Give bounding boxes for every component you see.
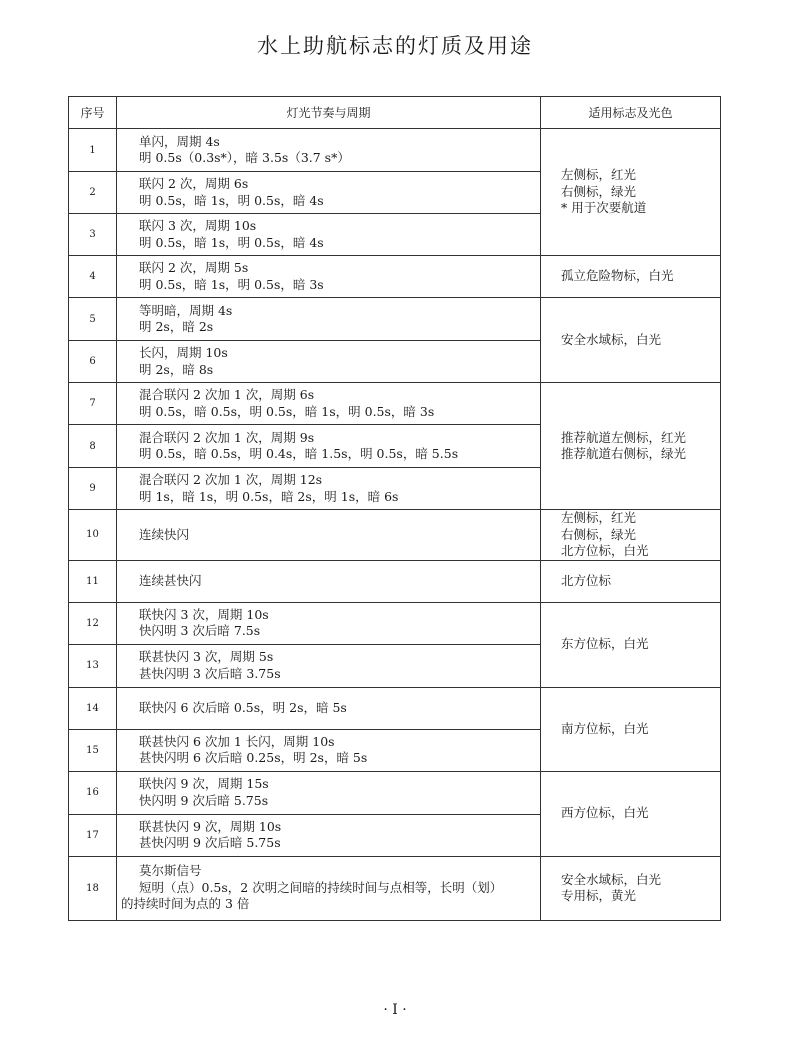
rhythm-line: 联甚快闪 9 次，周期 10s [139,818,282,834]
rhythm-line: 联甚快闪 6 次加 1 长闪，周期 10s [139,733,335,749]
row-number: 17 [69,814,117,856]
rhythm-line: 的持续时间为点的 3 倍 [121,896,250,912]
rhythm-line: 长闪，周期 10s [139,345,228,360]
row-number: 13 [69,644,117,687]
rhythm-line: 甚快闪明 9 次后暗 5.75s [139,835,281,850]
mark-line: 左侧标，红光 [561,510,637,525]
mark-line: 推荐航道右侧标，绿光 [561,446,687,461]
light-rhythm-cell [117,729,541,771]
table-header-row [69,97,721,129]
mark-cell [541,298,721,383]
mark-line: 南方位标，白光 [561,720,649,736]
light-rhythm-cell [117,814,541,856]
light-rhythm-cell [117,560,541,602]
mark-line: 孤立危险物标，白光 [561,268,674,284]
row-number: 12 [69,602,117,644]
header-no: 序号 [69,97,117,129]
rhythm-line: 明 0.5s，暗 0.5s，明 0.5s，暗 1s，明 0.5s，暗 3s [139,403,435,419]
table-row [69,298,721,341]
rhythm-line: 短明（点）0.5s，2 次明之间暗的持续时间与点相等，长明（划） [139,879,503,895]
page-title: 水上助航标志的灯质及用途 [257,34,533,58]
mark-line: 专用标，黄光 [561,888,637,903]
light-rhythm-cell [117,298,541,341]
table-row [69,129,721,172]
rhythm-line: 连续快闪 [139,526,190,542]
rhythm-line: 莫尔斯信号 [139,863,202,879]
rhythm-line: 联甚快闪 3 次，周期 5s [139,649,274,664]
row-number: 4 [69,256,117,298]
mark-cell [541,510,721,561]
light-rhythm-cell [117,510,541,561]
mark-line: 北方位标 [561,572,612,588]
light-characteristics-table [68,96,721,921]
rhythm-line: 明 2s，暗 2s [139,319,214,334]
row-number: 15 [69,729,117,771]
light-rhythm-cell [117,256,541,298]
mark-line: 北方位标，白光 [561,543,649,558]
rhythm-line: 联快闪 3 次，周期 10s [139,606,269,622]
row-number: 2 [69,172,117,214]
mark-line: 右侧标，绿光 [561,183,637,199]
table-row [69,687,721,729]
mark-cell [541,560,721,602]
rhythm-line: 联快闪 6 次后暗 0.5s，明 2s，暗 5s [139,699,347,715]
row-number: 14 [69,687,117,729]
mark-line: 西方位标，白光 [561,805,649,821]
rhythm-line: 明 1s，暗 1s，明 0.5s，暗 2s，明 1s，暗 6s [139,488,399,504]
row-number: 18 [69,856,117,920]
rhythm-line: 快闪明 3 次后暗 7.5s [139,623,261,638]
light-rhythm-cell [117,856,541,920]
rhythm-line: 甚快闪明 6 次后暗 0.25s，明 2s，暗 5s [139,750,368,765]
light-rhythm-cell [117,771,541,814]
row-number: 11 [69,560,117,602]
row-number: 6 [69,341,117,383]
mark-cell [541,383,721,510]
rhythm-line: 连续甚快闪 [139,572,202,588]
rhythm-line: 甚快闪明 3 次后暗 3.75s [139,665,281,681]
row-number: 8 [69,425,117,468]
light-rhythm-cell [117,341,541,383]
light-rhythm-cell [117,383,541,425]
mark-line: 安全水域标，白光 [561,331,662,347]
rhythm-line: 明 0.5s，暗 1s，明 0.5s，暗 4s [139,234,324,250]
light-rhythm-cell [117,687,541,729]
light-rhythm-cell [117,602,541,644]
mark-line: 东方位标，白光 [561,636,649,652]
row-number: 9 [69,468,117,510]
page-number: · I · [383,1002,407,1018]
table-row [69,771,721,814]
table-row [69,560,721,602]
row-number: 5 [69,298,117,341]
mark-line: 安全水域标，白光 [561,871,662,887]
rhythm-line: 明 2s，暗 8s [139,361,214,377]
table-row [69,602,721,644]
row-number: 10 [69,510,117,561]
rhythm-line: 等明暗，周期 4s [139,302,233,318]
light-rhythm-cell [117,172,541,214]
rhythm-line: 快闪明 9 次后暗 5.75s [139,792,269,808]
mark-line: 右侧标，绿光 [561,526,637,542]
mark-cell [541,602,721,687]
rhythm-line: 联快闪 9 次，周期 15s [139,776,269,791]
rhythm-line: 联闪 3 次，周期 10s [139,218,257,233]
mark-cell [541,687,721,771]
light-rhythm-cell [117,214,541,256]
rhythm-line: 联闪 2 次，周期 6s [139,176,249,191]
mark-line: 左侧标，红光 [561,167,637,183]
header-rhythm: 灯光节奏与周期 [117,97,541,129]
rhythm-line: 混合联闪 2 次加 1 次，周期 9s [139,429,315,445]
rhythm-line: 明 0.5s，暗 1s，明 0.5s，暗 3s [139,276,324,292]
mark-cell [541,129,721,256]
light-rhythm-cell [117,468,541,510]
row-number: 7 [69,383,117,425]
table-row [69,510,721,561]
row-number: 1 [69,129,117,172]
rhythm-line: 单闪，周期 4s [139,133,220,149]
table-row [69,383,721,425]
mark-cell [541,771,721,856]
mark-line: 推荐航道左侧标，红光 [561,429,687,445]
mark-line: * 用于次要航道 [561,200,647,216]
row-number: 3 [69,214,117,256]
rhythm-line: 混合联闪 2 次加 1 次，周期 12s [139,472,323,487]
light-rhythm-cell [117,129,541,172]
light-rhythm-cell [117,644,541,687]
table-row [69,856,721,920]
row-number: 16 [69,771,117,814]
light-rhythm-cell [117,425,541,468]
mark-cell [541,256,721,298]
header-marks: 适用标志及光色 [541,97,721,129]
table-row [69,256,721,298]
rhythm-line: 明 0.5s（0.3s*），暗 3.5s（3.7 s*） [139,150,350,165]
rhythm-line: 混合联闪 2 次加 1 次，周期 6s [139,387,315,402]
rhythm-line: 明 0.5s，暗 1s，明 0.5s，暗 4s [139,192,324,208]
mark-cell [541,856,721,920]
rhythm-line: 明 0.5s，暗 0.5s，明 0.4s，暗 1.5s，明 0.5s，暗 5.5s [139,446,459,461]
rhythm-line: 联闪 2 次，周期 5s [139,260,249,275]
